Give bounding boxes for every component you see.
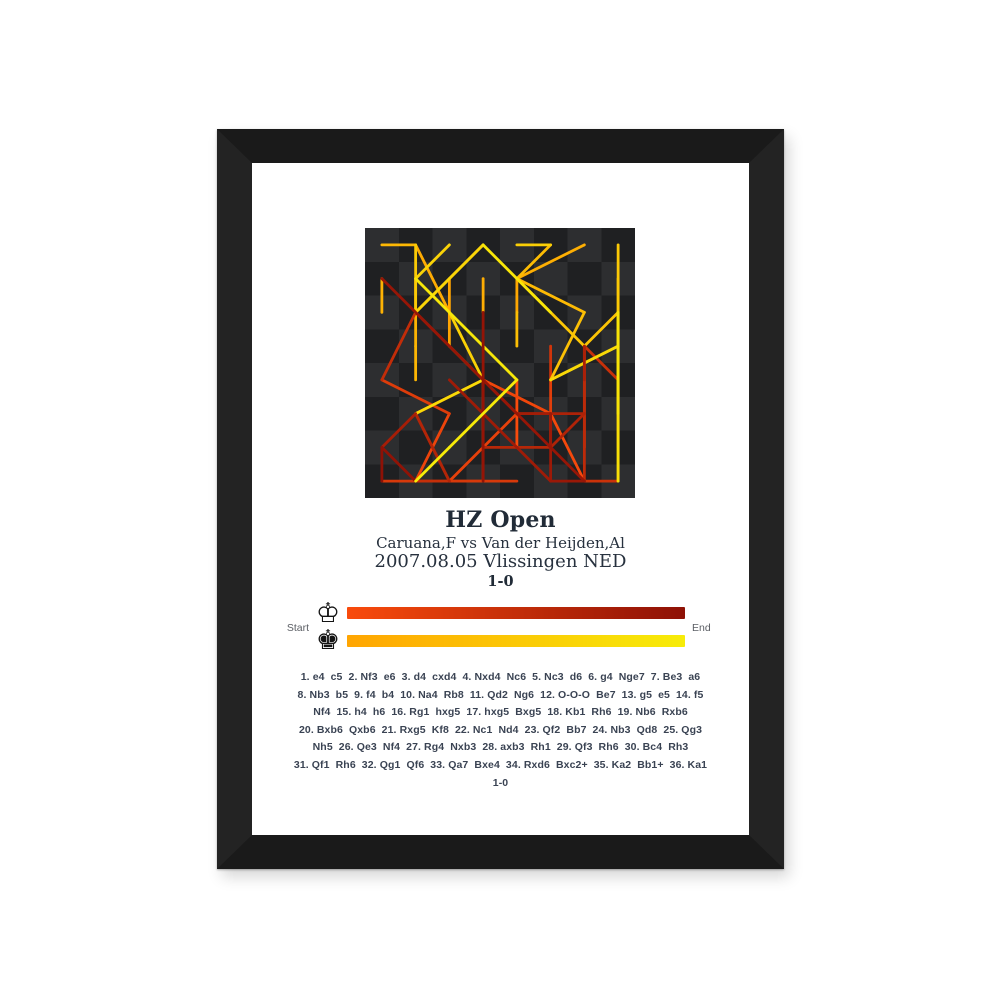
moves-line-1: 1. e4 c5 2. Nf3 e6 3. d4 cxd4 4. Nxd4 Nc6 5. Nc3 d6 6. g4 Nge7 7. Be3 a6 [300,671,701,683]
moves-line-6: 31. Qf1 Rh6 32. Qg1 Qf6 33. Qa7 Bxe4 34. Rxd6 Bxc2+ 35. Ka2 Bb1+ 36. Ka1 [293,758,708,771]
move-list [252,669,749,792]
moves-line-3: Nf4 15. h4 h6 16. Rg1 hxg5 17. hxg5 Bxg5 18. Kb1 Rh6 19. Nb6 Rxb6 [313,706,688,719]
start-label: Start [286,622,309,634]
poster-mat [252,163,749,835]
end-label: End [692,622,711,634]
date-location-line: 2007.08.05 Vlissingen NED [374,551,627,572]
white-king-icon: ♔ [315,598,341,629]
event-title: HZ Open [445,507,556,533]
moves-result: 1-0 [492,776,509,789]
black-moves-gradient-bar [347,635,685,647]
poster-frame [217,129,784,869]
players-line: Caruana,F vs Van der Heijden,Al [376,534,625,552]
moves-line-5: Nh5 26. Qe3 Nf4 27. Rg4 Nxb3 28. axb3 Rh1 29. Qf3 Rh6 30. Bc4 Rh3 [312,741,689,754]
result-line: 1-0 [487,573,514,590]
moves-line-4: 20. Bxb6 Qxb6 21. Rxg5 Kf8 22. Nc1 Nd4 23. Qf2 Bb7 24. Nb3 Qd8 25. Qg3 [298,723,703,736]
white-moves-gradient-bar [347,607,685,619]
moves-line-2: 8. Nb3 b5 9. f4 b4 10. Na4 Rb8 11. Qd2 Ng6 12. O-O-O Be7 13. g5 e5 14. f5 [297,688,704,701]
black-king-icon: ♚ [315,625,341,656]
move-trace-board-graphic [365,228,635,498]
